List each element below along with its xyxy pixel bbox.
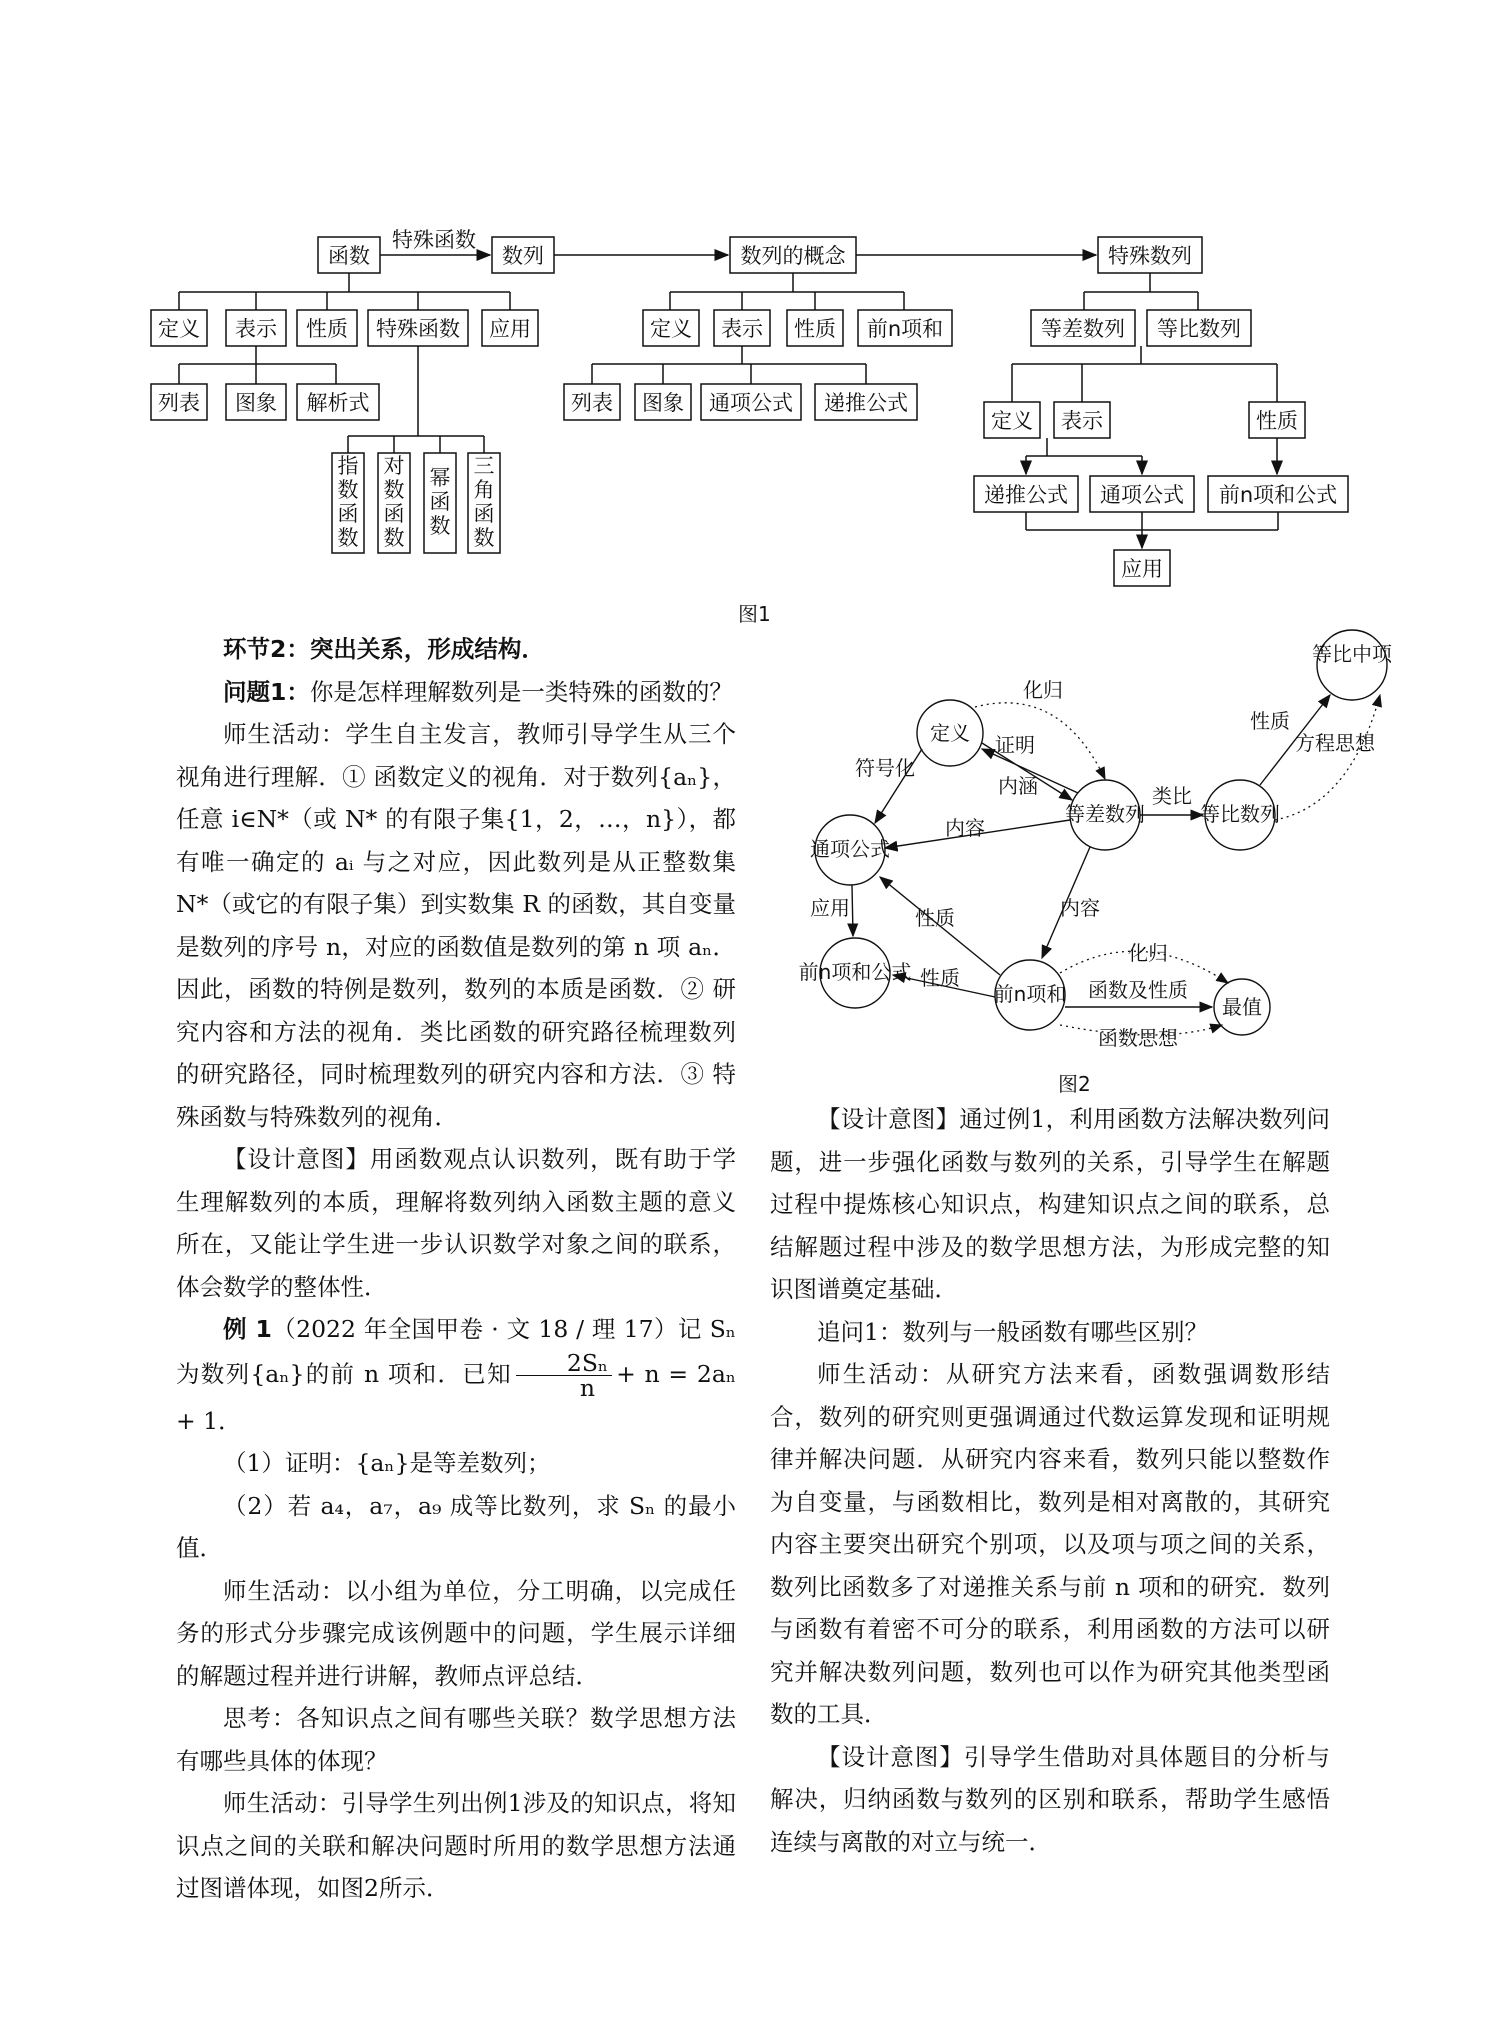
left-column (176, 628, 736, 1910)
example-label: 例 1 (223, 1315, 272, 1343)
figure-1-caption: 图1 (738, 602, 771, 626)
fig2-edge-fuhaohua: 符号化 (855, 756, 915, 780)
figure-2 (760, 625, 1392, 1065)
left-paragraph-10: 师生活动：引导学生列出例1涉及的知识点，将知识点之间的关联和解决问题时所用的数学思想方法通过图谱体现，如图2所示． (176, 1789, 736, 1902)
fig2-edge-fangcheng: 方程思想 (1295, 731, 1375, 755)
fig1-func-row-4: 应用 (489, 317, 531, 341)
fig1-special-app: 应用 (1121, 557, 1163, 581)
fig1-concept-sub-2: 通项公式 (709, 391, 793, 415)
fig2-edge-xingzhi2: 性质 (915, 906, 955, 930)
fig2-edge-xingzhi3: 性质 (920, 966, 960, 990)
fig1-func-row-2: 性质 (306, 317, 348, 341)
left-paragraph-9: 思考：各知识点之间有哪些关联？数学思想方法有哪些具体的体现？ (176, 1704, 736, 1775)
fig2-node-dengbi: 等比数列 (1200, 802, 1280, 826)
left-paragraph-4: 【设计意图】用函数观点认识数列，既有助于学生理解数列的本质，理解将数列纳入函数主题的意义所在，又能让学生进一步认识数学对象之间的联系，体会数学的整体性． (176, 1145, 736, 1301)
fig2-node-dengcha: 等差数列 (1065, 802, 1145, 826)
right-paragraph-3: 师生活动：从研究方法来看，函数强调数形结合，数列的研究则更强调通过代数运算发现和证明规律并解决问题．从研究内容来看，数列只能以整数作为自变量，与函数相比，数列是相对离散的，其研究内容主要突出研究个别项，以及项与项之间的关系，数列比函数多了对递推关系与前 n 项和的研究．数列与函数有着密不可分的联系，利用函数的方法可以研究并解决数列问题，数列也可以作为研究其他类型函数的工具． (770, 1360, 1330, 1728)
fig2-edge-neihan: 内涵 (998, 774, 1038, 798)
right-paragraph-4: 【设计意图】引导学生借助对具体题目的分析与解决，归纳函数与数列的区别和联系，帮助学生感悟连续与离散的对立与统一． (770, 1742, 1330, 1856)
figure-1-diagram (0, 0, 1500, 640)
example-tail: + n = 2aₙ + 1． (176, 1359, 737, 1435)
fig1-func-special-3: 三角函数 (473, 454, 495, 550)
fig2-node-dingyi: 定义 (930, 721, 970, 745)
fig2-node-qianN: 前n项和公式 (798, 960, 912, 984)
fig2-edge-hanshu-xingzhi: 函数及性质 (1088, 978, 1188, 1002)
fig1-special-sub2-2: 前n项和公式 (1218, 483, 1338, 507)
left-paragraph-7: （2）若 a₄，a₇，a₉ 成等比数列，求 Sₙ 的最小值． (176, 1491, 736, 1562)
fig1-concept-sub-1: 图象 (642, 391, 684, 415)
example-text: （2022 年全国甲卷 · 文 18 / 理 17）记 Sₙ 为数列{aₙ}的前 n 项和．已知 (176, 1315, 736, 1388)
left-paragraph-3: 师生活动：学生自主发言，教师引导学生从三个视角进行理解．① 函数定义的视角．对于数列{aₙ}，任意 i∈N*（或 N* 的有限子集{1，2，…，n}），都有唯一确定的 aᵢ 与之对应，因此数列是从正整数集 N*（或它的有限子集）到实数集 R 的函数，其自变量是数列的序号 n，对应的函数值是数列的第 n 项 aₙ．因此，函数的特例是数列，数列的本质是函数．② 研究内容和方法的视角．类比函数的研究路径梳理数列的研究路径，同时梳理数列的研究内容和方法．③ 特殊函数与特殊数列的视角． (176, 720, 736, 1131)
right-column (770, 1098, 1330, 1863)
fig2-edge-xingzhi1: 性质 (1250, 709, 1290, 733)
fig1-concept-sub-0: 列表 (571, 391, 613, 415)
fig1-func-sub-0: 列表 (158, 391, 200, 415)
figure-1 (0, 0, 1500, 640)
fig2-node-qianNhe: 前n项和 (993, 982, 1067, 1006)
fig1-special-sub-0: 定义 (991, 409, 1033, 433)
fig1-concept-row-3: 前n项和 (866, 317, 944, 341)
fig1-func-sub-1: 图象 (235, 391, 277, 415)
fig1-special-sub-2: 性质 (1256, 409, 1298, 433)
fig2-edge-neirong1: 内容 (945, 816, 985, 840)
fig2-edge-hanshu-sixiang: 函数思想 (1098, 1026, 1178, 1050)
question-label: 问题1： (223, 677, 310, 706)
fig2-node-dengbi-zhongxiang (1312, 642, 1393, 666)
left-paragraph-8: 师生活动：以小组为单位，分工明确，以完成任务的形式分步骤完成该例题中的问题，学生展示详细的解题过程并进行讲解，教师点评总结． (176, 1576, 736, 1690)
fig1-node-teshu-shulie: 特殊数列 (1108, 244, 1192, 268)
fig1-special-row-0: 等差数列 (1041, 317, 1125, 341)
fig2-edge-zhengming: 证明 (995, 733, 1035, 757)
fig1-special-row-1: 等比数列 (1157, 317, 1241, 341)
fig1-func-special-1: 对数函数 (383, 454, 405, 550)
section-heading: 环节2：突出关系，形成结构． (223, 635, 545, 663)
fig1-func-row-1: 表示 (235, 317, 277, 341)
fig1-concept-sub-3: 递推公式 (824, 391, 908, 415)
fig1-concept-row-2: 性质 (794, 317, 836, 341)
fig2-edge-neirong2: 内容 (1060, 896, 1100, 920)
fig2-edge-huagui1: 化归 (1023, 678, 1063, 702)
fraction-numerator: 2Sₙ (516, 1351, 612, 1376)
fig1-concept-row-0: 定义 (650, 317, 692, 341)
fig1-func-special-0: 指数函数 (337, 454, 359, 550)
right-paragraph-1: 【设计意图】通过例1，利用函数方法解决数列问题，进一步强化函数与数列的关系，引导学生在解题过程中提炼核心知识点，构建知识点之间的联系，总结解题过程中涉及的数学思想方法，为形成完整的知识图谱奠定基础． (770, 1105, 1330, 1303)
fig1-func-row-0: 定义 (158, 317, 200, 341)
fig2-edge-huagui2: 化归 (1128, 941, 1168, 965)
fig1-func-row-3: 特殊函数 (376, 317, 460, 341)
fig2-node-zuizhi: 最值 (1222, 995, 1262, 1019)
fraction-denominator: n (579, 1373, 596, 1402)
fig2-node-dengbi-zhongxiang-text: 等比中项 (1312, 642, 1392, 666)
fig1-special-sub2-1: 通项公式 (1100, 483, 1184, 507)
fig1-edge-label: 特殊函数 (392, 228, 476, 252)
fig1-node-hanshu: 函数 (328, 244, 370, 268)
fig2-edge-leibi: 类比 (1152, 784, 1192, 808)
question-text: 你是怎样理解数列是一类特殊的函数的？ (309, 677, 733, 706)
fig1-special-sub2-0: 递推公式 (984, 483, 1068, 507)
figure-2-diagram (760, 625, 1392, 1065)
fig2-edge-yingyong: 应用 (810, 896, 850, 920)
figure-2-caption: 图2 (1058, 1072, 1091, 1096)
fig1-func-special-2: 幂函数 (429, 466, 451, 538)
right-paragraph-2: 追问1：数列与一般函数有哪些区别？ (817, 1317, 1208, 1346)
fig2-node-tongxiang: 通项公式 (810, 837, 890, 861)
fig1-node-shulie: 数列 (502, 244, 544, 268)
fig1-func-sub-2: 解析式 (306, 391, 370, 415)
left-paragraph-6: （1）证明：{aₙ}是等差数列； (223, 1449, 551, 1477)
fig1-node-gainian: 数列的概念 (740, 244, 846, 268)
fig1-special-sub-1: 表示 (1061, 409, 1103, 433)
fig1-concept-row-1: 表示 (721, 317, 763, 341)
example-fraction (516, 1348, 612, 1402)
